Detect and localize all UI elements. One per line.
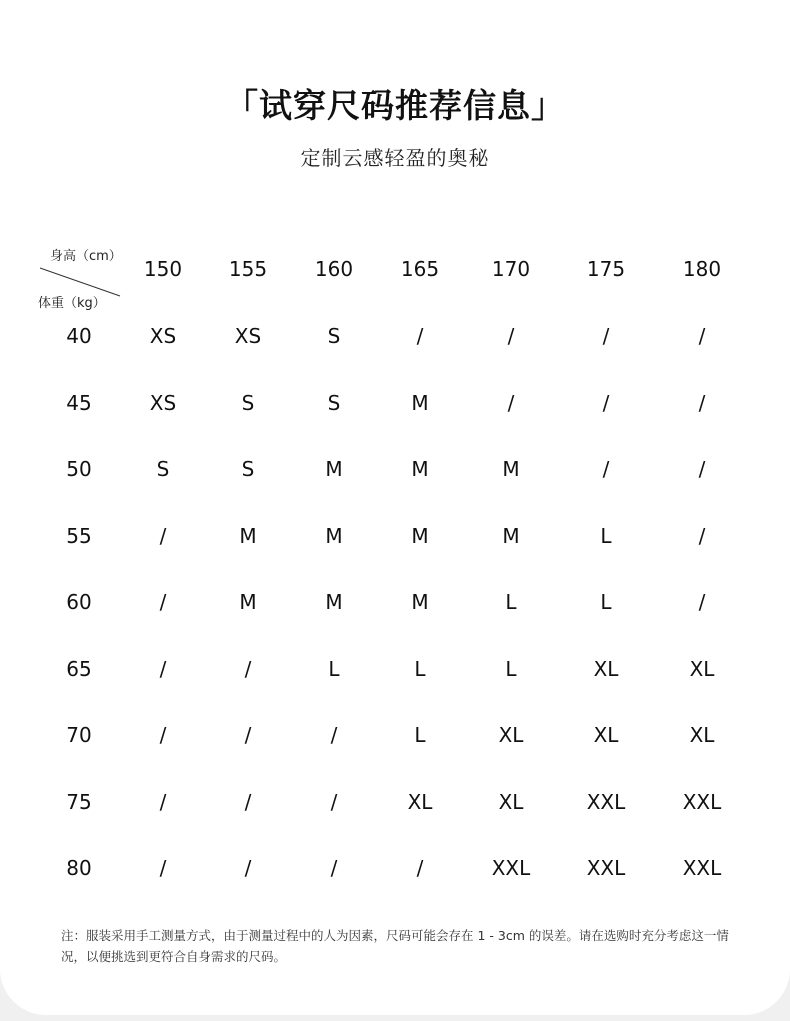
size-cell: M — [239, 523, 257, 548]
height-axis-label: 身高（cm） — [50, 249, 122, 264]
size-cell: XXL — [586, 856, 626, 880]
size-cell: / — [330, 789, 338, 814]
size-cell: / — [159, 723, 167, 747]
height-header-175: 175 — [586, 257, 626, 281]
size-cell: / — [159, 590, 167, 614]
size-cell: M — [411, 590, 429, 614]
size-cell: M — [502, 457, 520, 481]
page-subtitle: 定制云感轻盈的奥秘 — [300, 146, 490, 170]
size-cell: / — [698, 523, 706, 548]
size-cell: / — [507, 324, 515, 348]
size-cell: / — [159, 523, 167, 548]
size-cell: M — [239, 590, 257, 614]
weight-header-70: 70 — [66, 723, 92, 747]
weight-header-75: 75 — [66, 789, 92, 814]
size-cell: XL — [407, 789, 433, 814]
size-cell: / — [159, 856, 167, 880]
size-cell: L — [505, 656, 517, 681]
size-cell: XL — [498, 789, 524, 814]
size-cell: S — [156, 457, 170, 481]
weight-header-60: 60 — [66, 590, 92, 614]
size-cell: XL — [593, 656, 619, 681]
size-cell: M — [325, 590, 343, 614]
weight-header-80: 80 — [66, 856, 92, 880]
size-cell: XL — [593, 723, 619, 747]
height-header-165: 165 — [400, 257, 440, 281]
height-header-180: 180 — [682, 257, 722, 281]
size-cell: / — [698, 324, 706, 348]
size-cell: / — [698, 457, 706, 481]
size-cell: XL — [689, 723, 715, 747]
weight-header-45: 45 — [66, 390, 92, 415]
size-cell: L — [328, 656, 340, 681]
size-cell: / — [416, 856, 424, 880]
size-cell: / — [507, 390, 515, 415]
size-cell: XS — [149, 324, 177, 348]
size-cell: M — [411, 457, 429, 481]
weight-header-55: 55 — [66, 523, 92, 548]
size-cell: / — [159, 789, 167, 814]
size-cell: / — [244, 789, 252, 814]
size-cell: XXL — [682, 789, 722, 814]
page-title: 「试穿尺码推荐信息」 — [225, 86, 565, 125]
measurement-note: 注：服装采用手工测量方式，由于测量过程中的人为因素，尺码可能会存在 1 - 3cm 的误差。请在选购时充分考虑这一情况，以便挑选到更符合自身需求的尺码。 — [61, 928, 729, 964]
size-cell: M — [325, 457, 343, 481]
size-cell: S — [327, 390, 341, 415]
size-cell: XS — [149, 390, 177, 415]
size-cell: XXL — [586, 789, 626, 814]
size-cell: / — [159, 656, 167, 681]
size-cell: / — [330, 856, 338, 880]
height-header-170: 170 — [491, 257, 531, 281]
size-cell: S — [327, 324, 341, 348]
size-cell: / — [602, 457, 610, 481]
size-cell: / — [698, 590, 706, 614]
size-cell: XL — [498, 723, 524, 747]
size-cell: M — [325, 523, 343, 548]
size-cell: XXL — [682, 856, 722, 880]
size-cell: / — [698, 390, 706, 415]
size-cell: XXL — [491, 856, 531, 880]
size-cell: M — [411, 390, 429, 415]
size-cell: L — [600, 523, 612, 548]
size-cell: XL — [689, 656, 715, 681]
size-cell: / — [602, 324, 610, 348]
height-header-160: 160 — [314, 257, 354, 281]
size-cell: L — [414, 656, 426, 681]
size-cell: M — [411, 523, 429, 548]
weight-header-65: 65 — [66, 656, 92, 681]
height-header-150: 150 — [143, 257, 183, 281]
size-cell: L — [414, 723, 426, 747]
weight-axis-label: 体重（kg） — [38, 296, 106, 311]
size-cell: S — [241, 390, 255, 415]
size-cell: L — [600, 590, 612, 614]
size-cell: / — [244, 656, 252, 681]
size-cell: / — [244, 856, 252, 880]
size-cell: XS — [234, 324, 262, 348]
size-cell: L — [505, 590, 517, 614]
size-cell: M — [502, 523, 520, 548]
height-header-155: 155 — [228, 257, 268, 281]
size-cell: S — [241, 457, 255, 481]
size-cell: / — [330, 723, 338, 747]
table-corner-header — [32, 240, 128, 316]
weight-header-40: 40 — [66, 324, 92, 348]
size-cell: / — [602, 390, 610, 415]
size-cell: / — [244, 723, 252, 747]
size-cell: / — [416, 324, 424, 348]
weight-header-50: 50 — [66, 457, 92, 481]
